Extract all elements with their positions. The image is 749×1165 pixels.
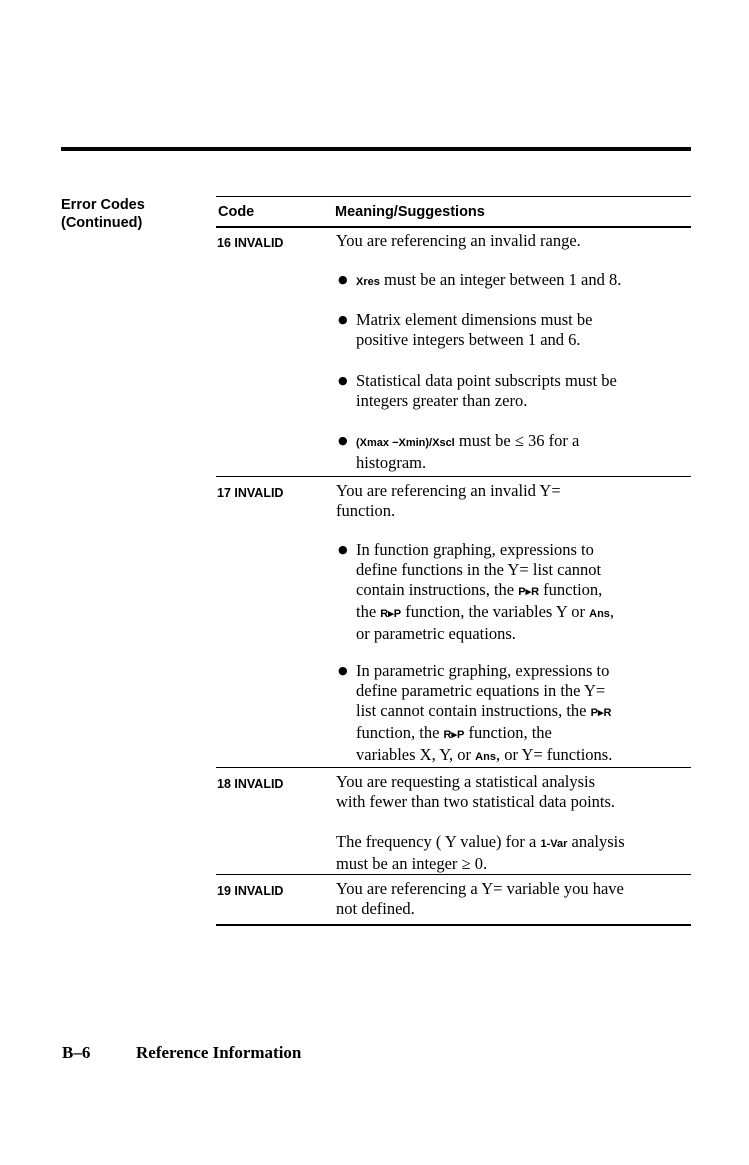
description-line: with fewer than two statistical data points.	[336, 792, 616, 811]
list-item-text: function, the variables Y or	[405, 602, 585, 621]
row-divider	[216, 476, 691, 477]
error-description	[336, 772, 696, 812]
key-label: R▸P	[380, 608, 402, 620]
error-description	[336, 879, 696, 919]
description-line: not defined.	[336, 899, 415, 918]
description-line: You are requesting a statistical analysis	[336, 772, 596, 791]
list-item	[338, 371, 698, 411]
list-item-text: histogram.	[356, 453, 427, 472]
list-item-text: must be ≤ 36 for a	[458, 431, 580, 450]
list-item	[338, 540, 698, 644]
list-item-text: list cannot contain instructions, the	[356, 701, 587, 720]
list-item-text: the	[356, 602, 377, 621]
table-bottom-rule	[216, 924, 691, 926]
list-item-text: function,	[543, 580, 603, 599]
side-heading-line1: Error Codes	[61, 197, 145, 213]
error-description: You are referencing an invalid range.	[336, 231, 581, 250]
list-item	[338, 310, 698, 350]
error-code: 16 INVALID	[217, 236, 284, 250]
key-label: (Xmax −Xmin)/Xscl	[356, 437, 455, 449]
bullet-icon: ●	[338, 374, 348, 387]
list-item-text: contain instructions, the	[356, 580, 515, 599]
side-heading	[61, 196, 145, 232]
list-item	[338, 270, 698, 292]
description-line: You are referencing an invalid Y=	[336, 481, 561, 500]
list-item-text: positive integers between 1 and 6.	[356, 330, 581, 349]
description-line: You are referencing a Y= variable you have	[336, 879, 624, 898]
bullet-icon: ●	[338, 313, 348, 326]
description-line: must be an integer ≥ 0.	[336, 854, 488, 873]
page-number: B–6	[62, 1043, 91, 1062]
error-description	[336, 481, 696, 521]
list-item-text: In parametric graphing, expressions to	[356, 661, 610, 680]
key-label: 1-Var	[540, 838, 568, 850]
list-item-text: define functions in the Y= list cannot	[356, 560, 602, 579]
table-header-rule	[216, 226, 691, 228]
row-divider	[216, 767, 691, 768]
error-description	[336, 832, 696, 874]
key-label: R▸P	[443, 729, 465, 741]
list-item-text: must be an integer between 1 and 8.	[383, 270, 622, 289]
error-code: 18 INVALID	[217, 777, 284, 791]
row-divider	[216, 874, 691, 875]
list-item	[338, 431, 698, 473]
section-title: Reference Information	[136, 1043, 302, 1062]
key-label: Ans	[475, 751, 496, 763]
key-label: Xres	[356, 276, 380, 288]
description-line: function.	[336, 501, 396, 520]
list-item-text: function, the	[356, 723, 440, 742]
list-item-text: integers greater than zero.	[356, 391, 528, 410]
list-item-text: define parametric equations in the Y=	[356, 681, 606, 700]
bullet-icon: ●	[338, 434, 348, 447]
column-header-code: Code	[218, 204, 255, 220]
column-header-meaning: Meaning/Suggestions	[335, 204, 485, 220]
list-item-text: Matrix element dimensions must be	[356, 310, 593, 329]
list-item-text: Statistical data point subscripts must be	[356, 371, 617, 390]
key-label: Ans	[589, 608, 610, 620]
list-item-text: or parametric equations.	[356, 624, 516, 643]
list-item-text: , or Y= functions.	[495, 745, 613, 764]
list-item-text: ,	[609, 602, 615, 621]
description-line: The frequency ( Y value) for a	[336, 832, 537, 851]
side-heading-line2: (Continued)	[61, 215, 143, 231]
error-code: 19 INVALID	[217, 884, 284, 898]
description-line: analysis	[571, 832, 625, 851]
bullet-icon: ●	[338, 273, 348, 286]
bullet-icon: ●	[338, 543, 348, 556]
list-item	[338, 661, 698, 767]
key-label: P▸R	[590, 707, 612, 719]
table-top-rule	[216, 196, 691, 197]
list-item-text: variables X, Y, or	[356, 745, 472, 764]
bullet-icon: ●	[338, 664, 348, 677]
error-code: 17 INVALID	[217, 486, 284, 500]
top-rule	[61, 147, 691, 151]
list-item-text: In function graphing, expressions to	[356, 540, 594, 559]
list-item-text: function, the	[468, 723, 552, 742]
key-label: P▸R	[518, 586, 540, 598]
